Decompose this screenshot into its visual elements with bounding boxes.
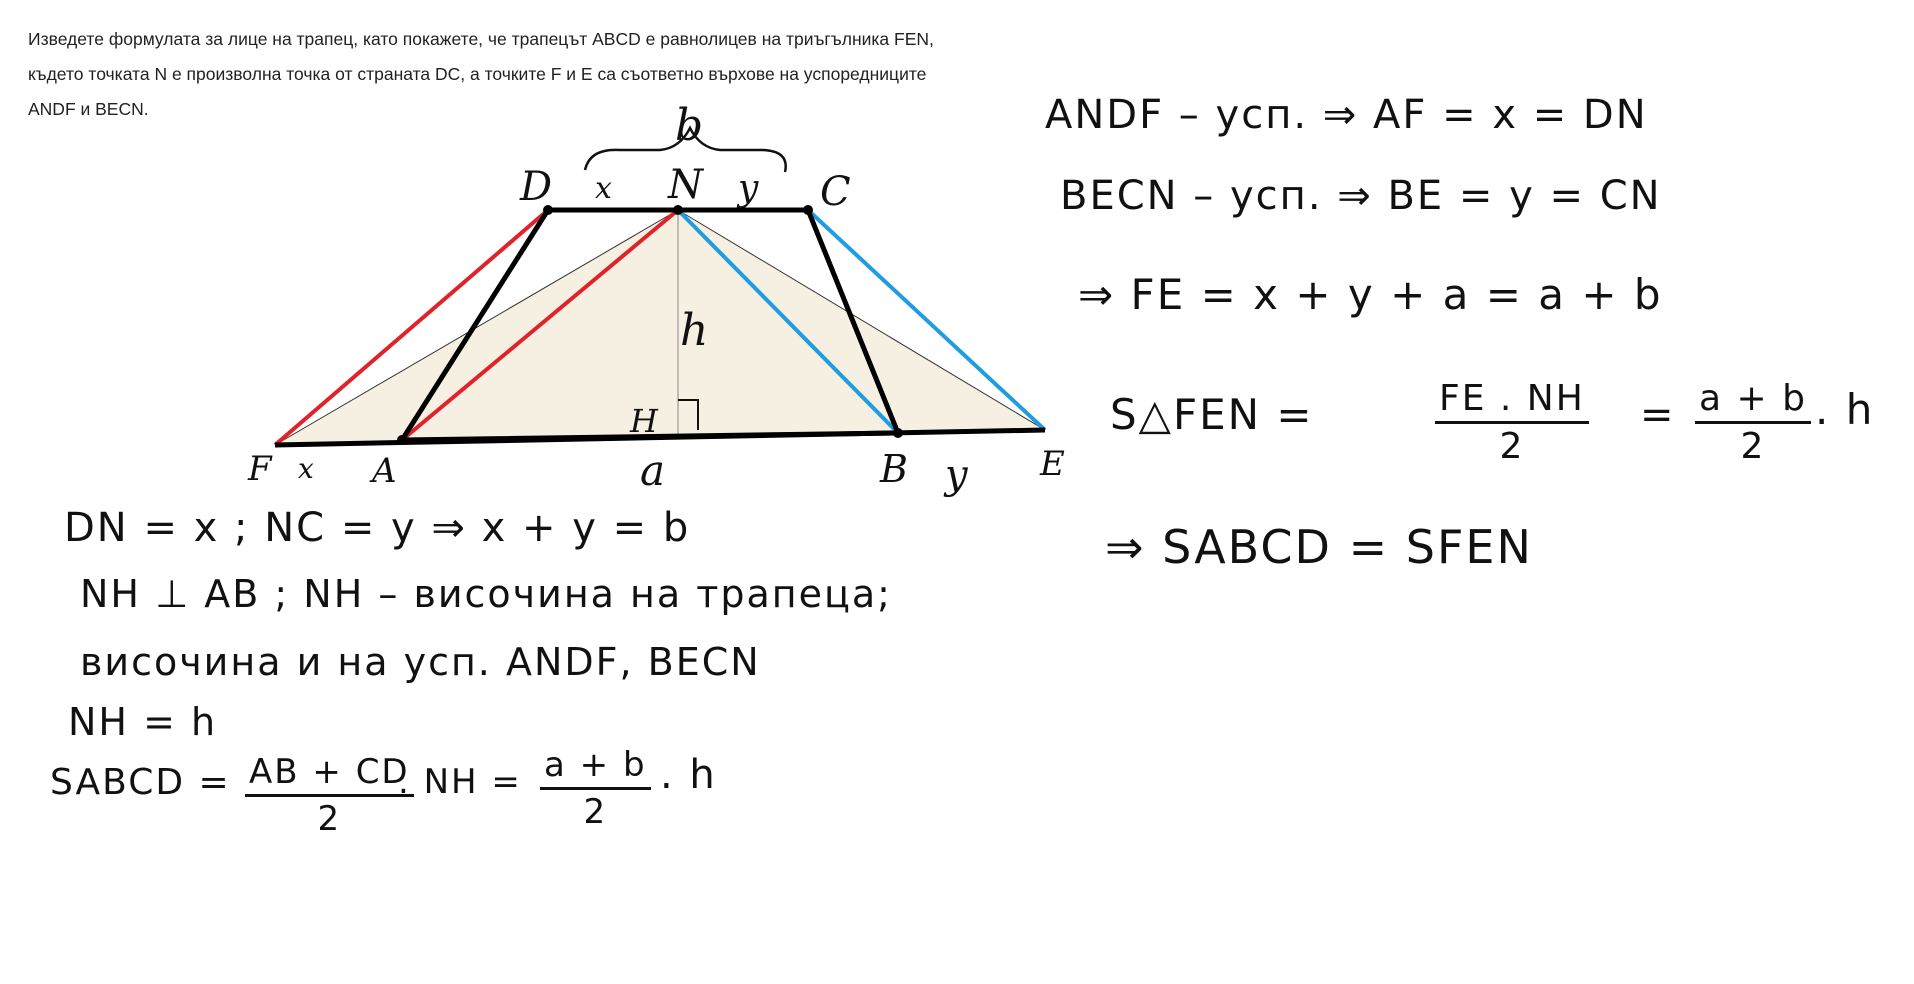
- label-b-vertex: B: [880, 447, 908, 491]
- label-b: b: [675, 100, 704, 151]
- formula-fraction-1: [245, 752, 414, 839]
- label-c: C: [820, 169, 851, 215]
- label-a-vertex: A: [372, 451, 397, 491]
- s-fen-lhs: S△FEN =: [1110, 390, 1314, 439]
- s-fen-fraction-1: [1435, 378, 1589, 467]
- label-a-base: a: [640, 446, 666, 495]
- label-n: N: [668, 162, 703, 208]
- s-fen-num-1: FE . NH: [1435, 378, 1589, 424]
- s-fen-eq: =: [1640, 392, 1676, 438]
- point-a: [397, 435, 407, 445]
- formula-num-2: a + b: [540, 745, 651, 790]
- note-left-line-2: NH ⊥ AB ; NH – височина на трапеца;: [80, 572, 892, 616]
- note-left-line-3: височина и на усп. ANDF, BECN: [80, 640, 761, 684]
- label-e: E: [1040, 444, 1065, 484]
- s-fen-tail: . h: [1815, 385, 1875, 434]
- label-h: h: [680, 305, 709, 356]
- formula-den-2: 2: [583, 792, 608, 832]
- formula-den-1: 2: [317, 799, 342, 839]
- formula-fraction-2: [540, 745, 651, 832]
- label-x-bottom: x: [298, 452, 314, 485]
- problem-line-3: ANDF и BECN.: [28, 99, 149, 119]
- label-h-foot: H: [630, 402, 658, 440]
- formula-num-1: AB + CD: [245, 752, 414, 797]
- label-f: F: [248, 449, 272, 489]
- s-fen-fraction-2: [1695, 378, 1811, 467]
- s-fen-den-2: 2: [1740, 426, 1766, 467]
- label-d: D: [520, 164, 553, 210]
- problem-line-1: Изведете формулата за лице на трапец, като покажете, че трапецът ABCD е равнолицев на триъгълника FEN,: [28, 29, 934, 49]
- point-c: [803, 205, 813, 215]
- formula-mid: . NH =: [398, 762, 522, 802]
- label-y-top: y: [738, 168, 759, 209]
- formula-tail: . h: [660, 752, 717, 798]
- s-fen-den-1: 2: [1499, 426, 1525, 467]
- problem-line-2: където точката N е произволна точка от страната DC, а точките F и E са съответно върхове на успоредниците: [28, 64, 927, 84]
- triangle-fen-fill: [275, 210, 1045, 445]
- formula-sabcd-lhs: SABCD =: [50, 762, 231, 803]
- label-y-bottom: y: [945, 452, 968, 498]
- note-right-line-2: BECN – усп. ⇒ BE = y = CN: [1060, 173, 1662, 219]
- point-b: [893, 428, 903, 438]
- label-x-top: x: [595, 171, 612, 206]
- s-fen-num-2: a + b: [1695, 378, 1811, 424]
- note-left-line-4: NH = h: [68, 700, 218, 744]
- note-left-line-1: DN = x ; NC = y ⇒ x + y = b: [64, 505, 691, 551]
- note-right-line-1: ANDF – усп. ⇒ AF = x = DN: [1045, 92, 1648, 138]
- conclusion: ⇒ SABCD = SFEN: [1105, 520, 1533, 574]
- note-right-line-3: ⇒ FE = x + y + a = a + b: [1078, 270, 1663, 319]
